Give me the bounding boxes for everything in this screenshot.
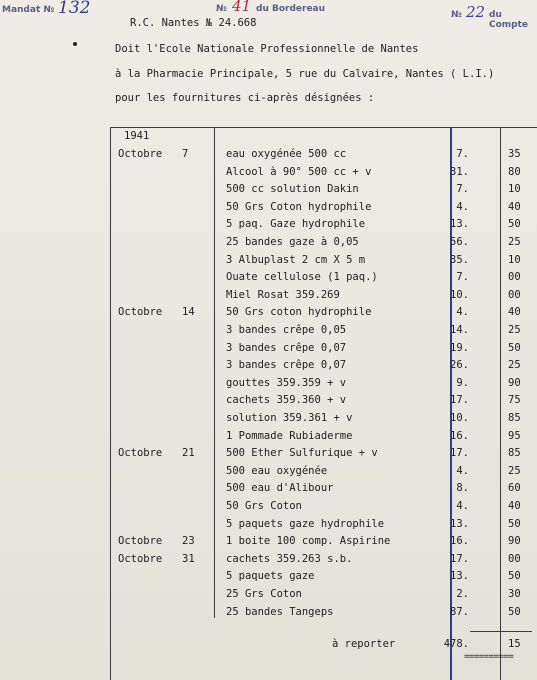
carry-forward-label: à reporter bbox=[332, 638, 396, 650]
row-description: solution 359.361 + v bbox=[226, 412, 353, 424]
header-line-3: pour les fournitures ci-après désignées : bbox=[115, 92, 375, 104]
carry-forward-amount: 478. bbox=[443, 638, 469, 650]
table-row bbox=[0, 377, 537, 394]
row-cents: 40 bbox=[508, 500, 521, 512]
header-line-2: à la Pharmacie Principale, 5 rue du Calvaire, Nantes ( L.I.) bbox=[115, 68, 495, 80]
row-amount: 10. bbox=[450, 412, 469, 424]
table-row bbox=[0, 236, 537, 253]
row-description: 1 boite 100 comp. Aspirine bbox=[226, 535, 391, 548]
row-cents: 30 bbox=[508, 588, 521, 600]
row-cents: 25 bbox=[508, 324, 521, 336]
table-row bbox=[0, 394, 537, 411]
row-description: 50 Grs Coton hydrophile bbox=[226, 200, 372, 213]
row-description: eau oxygénée 500 cc bbox=[226, 148, 347, 160]
table-row bbox=[0, 201, 537, 218]
row-amount: 16. bbox=[450, 429, 469, 442]
row-description: 500 eau d'Alibour bbox=[226, 482, 334, 495]
table-row bbox=[0, 183, 537, 200]
row-amount: 4. bbox=[456, 500, 469, 512]
mandat-stamp-label: Mandat № bbox=[2, 5, 55, 15]
row-day: 21 bbox=[182, 447, 195, 460]
compte-label: du Compte bbox=[489, 10, 529, 30]
row-cents: 25 bbox=[508, 464, 521, 477]
row-day: 23 bbox=[182, 535, 195, 548]
row-description: Alcool à 90° 500 cc + v bbox=[226, 165, 372, 178]
row-day: 14 bbox=[182, 306, 195, 319]
row-description: 25 Grs Coton bbox=[226, 588, 302, 600]
row-amount: 35. bbox=[450, 253, 469, 266]
row-cents: 00 bbox=[508, 288, 521, 301]
row-description: 500 cc solution Dakin bbox=[226, 183, 359, 196]
table-row bbox=[0, 588, 537, 605]
row-description: 5 paq. Gaze hydrophile bbox=[226, 218, 366, 231]
row-cents: 75 bbox=[508, 394, 521, 407]
row-amount: 4. bbox=[456, 306, 469, 319]
row-amount: 19. bbox=[450, 341, 469, 354]
row-cents: 00 bbox=[508, 552, 521, 565]
header-line-1: Doit l'Ecole Nationale Professionnelle de Nantes bbox=[115, 43, 419, 55]
row-cents: 35 bbox=[508, 148, 521, 160]
row-amount: 16. bbox=[450, 535, 469, 548]
table-row bbox=[0, 430, 537, 447]
row-description: 3 Albuplast 2 cm X 5 m bbox=[226, 253, 366, 266]
row-amount: 14. bbox=[450, 324, 469, 336]
row-cents: 90 bbox=[508, 376, 521, 389]
row-description: 25 bandes Tangeps bbox=[226, 605, 334, 618]
row-description: 5 paquets gaze bbox=[226, 570, 315, 583]
total-rule bbox=[470, 631, 532, 632]
row-description: gouttes 359.359 + v bbox=[226, 376, 347, 389]
bordereau-number: 41 bbox=[232, 0, 252, 15]
row-cents: 40 bbox=[508, 200, 521, 213]
row-date: Octobre bbox=[118, 447, 163, 460]
row-day: 31 bbox=[182, 552, 195, 565]
row-amount: 17. bbox=[450, 394, 469, 407]
row-description: 25 bandes gaze à 0,05 bbox=[226, 236, 359, 248]
row-amount: 87. bbox=[450, 605, 469, 618]
row-amount: 13. bbox=[450, 570, 469, 583]
table-row bbox=[0, 535, 537, 552]
row-amount: 31. bbox=[450, 165, 469, 178]
row-date: Octobre bbox=[118, 535, 163, 548]
row-amount: 7. bbox=[456, 271, 469, 284]
row-amount: 7. bbox=[456, 183, 469, 196]
row-description: 5 paquets gaze hydrophile bbox=[226, 517, 385, 530]
table-row bbox=[0, 271, 537, 288]
table-row bbox=[0, 289, 537, 306]
row-cents: 40 bbox=[508, 306, 521, 319]
table-row bbox=[0, 342, 537, 359]
row-cents: 00 bbox=[508, 271, 521, 284]
row-amount: 2. bbox=[456, 588, 469, 600]
row-amount: 26. bbox=[450, 359, 469, 372]
row-cents: 50 bbox=[508, 517, 521, 530]
mandat-number: 132 bbox=[58, 0, 91, 18]
row-cents: 50 bbox=[508, 341, 521, 354]
row-amount: 17. bbox=[450, 552, 469, 565]
table-row bbox=[0, 148, 537, 165]
row-cents: 85 bbox=[508, 412, 521, 424]
row-cents: 25 bbox=[508, 359, 521, 372]
table-row bbox=[0, 553, 537, 570]
row-description: 50 Grs Coton bbox=[226, 500, 302, 512]
compte-prefix: № bbox=[451, 10, 462, 20]
row-cents: 10 bbox=[508, 253, 521, 266]
row-day: 7 bbox=[182, 148, 189, 160]
row-amount: 13. bbox=[450, 218, 469, 231]
row-description: cachets 359.263 s.b. bbox=[226, 552, 353, 565]
row-cents: 90 bbox=[508, 535, 521, 548]
double-underline: ========== bbox=[464, 652, 514, 662]
row-description: Ouate cellulose (1 paq.) bbox=[226, 271, 378, 284]
bordereau-label: du Bordereau bbox=[256, 4, 326, 14]
table-row bbox=[0, 324, 537, 341]
table-row bbox=[0, 482, 537, 499]
table-row bbox=[0, 447, 537, 464]
bleed-through-text bbox=[395, 230, 400, 239]
row-description: 50 Grs coton hydrophile bbox=[226, 306, 372, 319]
table-row bbox=[0, 359, 537, 376]
row-cents: 80 bbox=[508, 165, 521, 178]
row-cents: 60 bbox=[508, 482, 521, 495]
table-row bbox=[0, 518, 537, 535]
row-amount: 8. bbox=[456, 482, 469, 495]
row-cents: 10 bbox=[508, 183, 521, 196]
row-amount: 4. bbox=[456, 200, 469, 213]
table-row bbox=[0, 500, 537, 517]
table-row bbox=[0, 465, 537, 482]
row-date: Octobre bbox=[118, 148, 163, 160]
table-row bbox=[0, 606, 537, 623]
row-cents: 50 bbox=[508, 570, 521, 583]
row-cents: 50 bbox=[508, 218, 521, 231]
row-cents: 95 bbox=[508, 429, 521, 442]
row-amount: 7. bbox=[456, 148, 469, 160]
carry-forward-cents: 15 bbox=[508, 638, 521, 650]
table-row bbox=[0, 254, 537, 271]
table-row bbox=[0, 570, 537, 587]
row-description: Miel Rosat 359.269 bbox=[226, 288, 340, 301]
row-amount: 17. bbox=[450, 447, 469, 460]
row-description: 500 eau oxygénée bbox=[226, 464, 328, 477]
row-cents: 85 bbox=[508, 447, 521, 460]
row-amount: 10. bbox=[450, 288, 469, 301]
row-cents: 25 bbox=[508, 236, 521, 248]
row-date: Octobre bbox=[118, 306, 163, 319]
row-description: 3 bandes crêpe 0,07 bbox=[226, 359, 347, 372]
table-row bbox=[0, 218, 537, 235]
row-amount: 56. bbox=[450, 236, 469, 248]
row-description: 3 bandes crêpe 0,05 bbox=[226, 324, 347, 336]
table-row bbox=[0, 412, 537, 429]
row-amount: 4. bbox=[456, 464, 469, 477]
row-date: Octobre bbox=[118, 552, 163, 565]
row-description: 3 bandes crêpe 0,07 bbox=[226, 341, 347, 354]
compte-number: 22 bbox=[466, 3, 486, 21]
row-description: 500 Ether Sulfurique + v bbox=[226, 447, 378, 460]
year: 1941 bbox=[124, 130, 150, 142]
punch-dot bbox=[73, 42, 77, 46]
table-row bbox=[0, 306, 537, 323]
rc-line: R.C. Nantes № 24.668 bbox=[130, 17, 257, 29]
bordereau-prefix: № bbox=[216, 4, 227, 14]
row-amount: 13. bbox=[450, 517, 469, 530]
row-description: cachets 359.360 + v bbox=[226, 394, 347, 407]
row-amount: 9. bbox=[456, 376, 469, 389]
row-description: 1 Pommade Rubiaderme bbox=[226, 429, 353, 442]
row-cents: 50 bbox=[508, 605, 521, 618]
table-top-rule bbox=[110, 127, 537, 128]
table-row bbox=[0, 166, 537, 183]
